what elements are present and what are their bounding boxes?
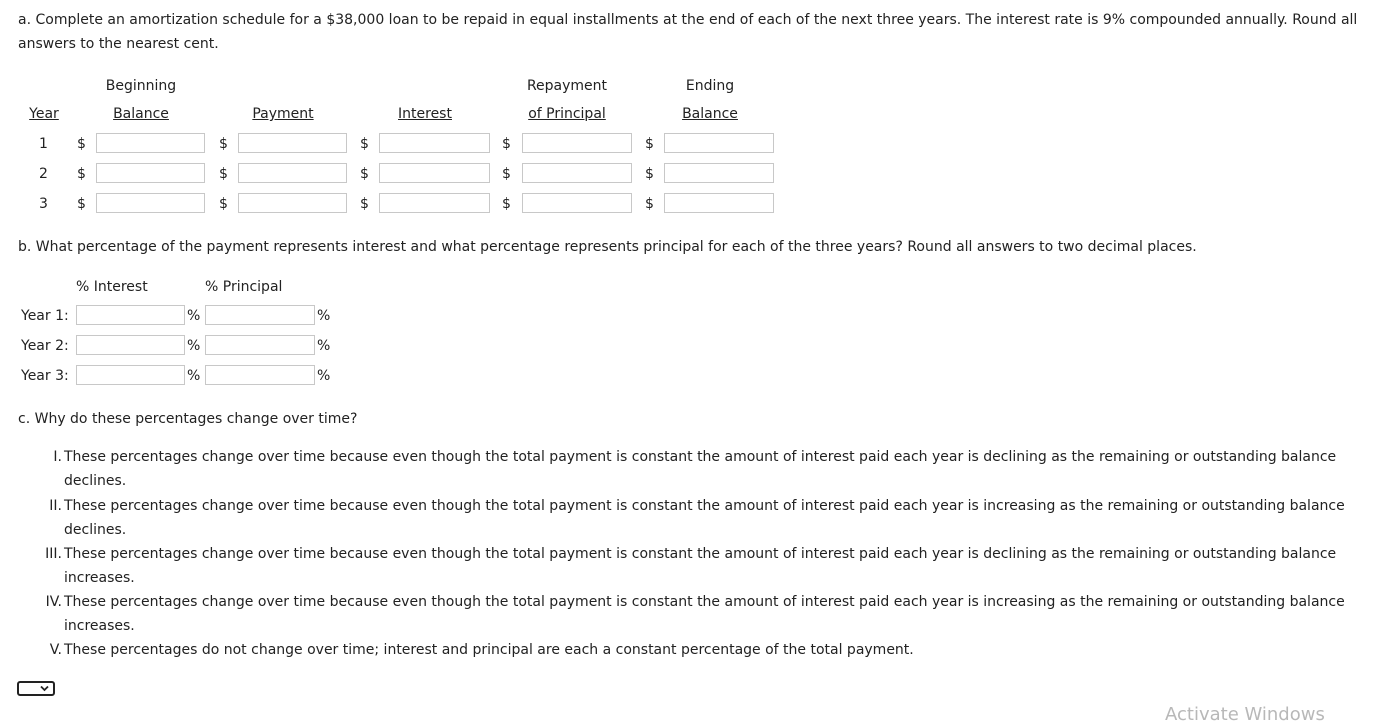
interest-pct-input[interactable] xyxy=(76,365,185,385)
year-row-label: Year 3: xyxy=(21,368,69,384)
dollar-sign: $ xyxy=(502,166,511,182)
option-iv xyxy=(18,590,1358,638)
part-c-question: c. Why do these percentages change over time? xyxy=(18,411,358,427)
interest-input[interactable] xyxy=(379,193,490,213)
option-number: V. xyxy=(49,642,62,658)
ending-balance-input[interactable] xyxy=(664,163,774,183)
option-v xyxy=(18,638,1358,662)
option-text: These percentages change over time because even though the total payment is constant the amount of interest paid each year is increasing as the remaining or outstanding balance increases. xyxy=(64,594,1345,634)
percent-sign: % xyxy=(317,368,331,384)
ending-balance-input[interactable] xyxy=(664,193,774,213)
principal-pct-input[interactable] xyxy=(205,305,315,325)
dollar-sign: $ xyxy=(645,196,654,212)
header-repayment-principal: of Principal xyxy=(528,106,606,122)
dollar-sign: $ xyxy=(219,136,228,152)
repayment-input[interactable] xyxy=(522,133,632,153)
dollar-sign: $ xyxy=(219,166,228,182)
header-pct-interest: % Interest xyxy=(76,279,148,295)
dollar-sign: $ xyxy=(360,136,369,152)
dollar-sign: $ xyxy=(219,196,228,212)
option-number: I. xyxy=(53,449,62,465)
percent-sign: % xyxy=(187,368,201,384)
beginning-balance-input[interactable] xyxy=(96,133,205,153)
interest-pct-input[interactable] xyxy=(76,305,185,325)
part-a-question: a. Complete an amortization schedule for a $38,000 loan to be repaid in equal installments at the end of each of the next three years. The interest rate is 9% compounded annually. Round all answers to the nearest cent. xyxy=(18,12,1358,52)
principal-pct-input[interactable] xyxy=(205,335,315,355)
dollar-sign: $ xyxy=(77,196,86,212)
interest-input[interactable] xyxy=(379,133,490,153)
option-number: III. xyxy=(45,546,62,562)
beginning-balance-input[interactable] xyxy=(96,163,205,183)
ending-balance-input[interactable] xyxy=(664,133,774,153)
option-iii xyxy=(18,542,1358,590)
answer-select-dropdown[interactable] xyxy=(17,681,55,696)
header-pct-principal: % Principal xyxy=(205,279,283,295)
year-row-label: Year 2: xyxy=(21,338,69,354)
option-text: These percentages change over time because even though the total payment is constant the amount of interest paid each year is declining as the remaining or outstanding balance declines. xyxy=(64,449,1337,489)
header-beginning-balance: Balance xyxy=(113,106,169,122)
dollar-sign: $ xyxy=(77,166,86,182)
repayment-input[interactable] xyxy=(522,193,632,213)
percent-sign: % xyxy=(187,308,201,324)
option-ii xyxy=(18,494,1358,542)
beginning-balance-input[interactable] xyxy=(96,193,205,213)
option-number: IV. xyxy=(45,594,62,610)
year-label: 3 xyxy=(39,196,48,212)
percent-sign: % xyxy=(317,338,331,354)
option-text: These percentages change over time because even though the total payment is constant the amount of interest paid each year is declining as the remaining or outstanding balance increases. xyxy=(64,546,1337,586)
dollar-sign: $ xyxy=(77,136,86,152)
dollar-sign: $ xyxy=(502,136,511,152)
option-text: These percentages do not change over time; interest and principal are each a constant percentage of the total payment. xyxy=(64,642,914,658)
percent-sign: % xyxy=(187,338,201,354)
dollar-sign: $ xyxy=(360,166,369,182)
percent-sign: % xyxy=(317,308,331,324)
dollar-sign: $ xyxy=(502,196,511,212)
payment-input[interactable] xyxy=(238,133,347,153)
header-year: Year xyxy=(29,106,59,122)
year-row-label: Year 1: xyxy=(21,308,69,324)
activate-windows-watermark: Activate Windows xyxy=(1165,704,1325,725)
payment-input[interactable] xyxy=(238,193,347,213)
header-interest: Interest xyxy=(398,106,452,122)
option-text: These percentages change over time because even though the total payment is constant the amount of interest paid each year is increasing as the remaining or outstanding balance declines. xyxy=(64,498,1345,538)
principal-pct-input[interactable] xyxy=(205,365,315,385)
header-payment: Payment xyxy=(252,106,314,122)
chevron-down-icon xyxy=(40,685,49,692)
year-label: 1 xyxy=(39,136,48,152)
interest-pct-input[interactable] xyxy=(76,335,185,355)
header-ending-top: Ending xyxy=(685,78,735,94)
year-label: 2 xyxy=(39,166,48,182)
repayment-input[interactable] xyxy=(522,163,632,183)
dollar-sign: $ xyxy=(645,166,654,182)
option-number: II. xyxy=(49,498,62,514)
interest-input[interactable] xyxy=(379,163,490,183)
header-repayment-top: Repayment xyxy=(526,78,608,94)
dollar-sign: $ xyxy=(360,196,369,212)
dollar-sign: $ xyxy=(645,136,654,152)
header-beginning-top: Beginning xyxy=(105,78,177,94)
header-ending-balance: Balance xyxy=(682,106,738,122)
option-i xyxy=(18,445,1358,493)
payment-input[interactable] xyxy=(238,163,347,183)
part-b-question: b. What percentage of the payment represents interest and what percentage represents principal for each of the three years? Round all answers to two decimal places. xyxy=(18,239,1197,255)
